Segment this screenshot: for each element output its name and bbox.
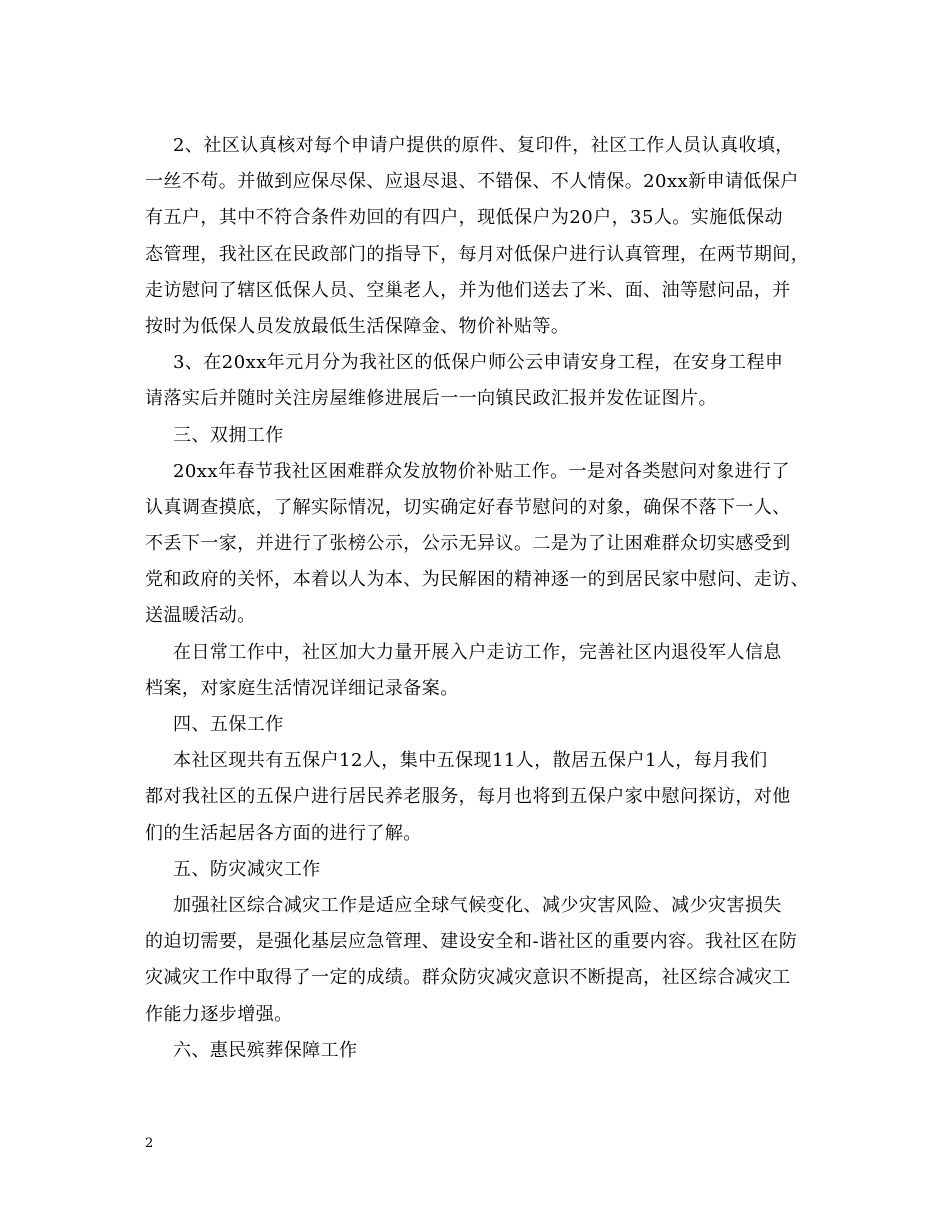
text-line: 送温暖活动。 <box>145 605 256 627</box>
text-line: 一丝不苟。并做到应保尽保、应退尽退、不错保、不人情保。20xx新申请低保户 <box>145 171 799 193</box>
text-line: 2、社区认真核对每个申请户提供的原件、复印件，社区工作人员认真收填， <box>173 135 794 156</box>
text-line: 六、惠民殡葬保障工作 <box>173 1039 358 1061</box>
text-line: 的迫切需要，是强化基层应急管理、建设安全和-谐社区的重要内容。我社区在防 <box>145 931 798 953</box>
text-line: 在日常工作中，社区加大力量开展入户走访工作，完善社区内退役军人信息 <box>173 641 782 663</box>
text-line: 态管理，我社区在民政部门的指导下，每月对低保户进行认真管理，在两节期间， <box>145 243 810 265</box>
text-line: 三、双拥工作 <box>173 424 284 446</box>
text-line: 3、在20xx年元月分为我社区的低保户师公云申请安身工程，在安身工程申 <box>173 352 784 374</box>
text-line: 有五户，其中不符合条件劝回的有四户，现低保户为20户，35人。实施低保动 <box>145 207 784 229</box>
page-number: 2 <box>145 1136 154 1151</box>
text-line: 不丢下一家，并进行了张榜公示，公示无异议。二是为了让困难群众切实感受到 <box>145 533 791 555</box>
text-line: 灾减灾工作中取得了一定的成绩。群众防灾减灾意识不断提高，社区综合减灾工 <box>145 967 791 989</box>
text-line: 五、防灾减灾工作 <box>173 858 321 880</box>
text-line: 本社区现共有五保户12人，集中五保现11人，散居五保户1人，每月我们 <box>173 750 768 772</box>
text-line: 走访慰问了辖区低保人员、空巢老人，并为他们送去了米、面、油等慰问品，并 <box>145 279 791 301</box>
text-line: 认真调查摸底，了解实际情况，切实确定好春节慰问的对象，确保不落下一人、 <box>145 496 791 518</box>
document-body <box>145 128 810 1069</box>
text-line: 请落实后并随时关注房屋维修进展后一一向镇民政汇报并发佐证图片。 <box>145 388 717 410</box>
text-line: 按时为低保人员发放最低生活保障金、物价补贴等。 <box>145 315 570 337</box>
text-line: 四、五保工作 <box>173 714 284 735</box>
text-line: 作能力逐步增强。 <box>145 1003 293 1025</box>
text-line: 20xx年春节我社区困难群众发放物价补贴工作。一是对各类慰问对象进行了 <box>173 460 790 482</box>
text-line: 党和政府的关怀，本着以人为本、为民解困的精神逐一的到居民家中慰问、走访、 <box>145 569 810 591</box>
text-line: 档案，对家庭生活情况详细记录备案。 <box>145 677 459 699</box>
text-line: 们的生活起居各方面的进行了解。 <box>145 822 422 844</box>
text-line: 都对我社区的五保户进行居民养老服务，每月也将到五保户家中慰问探访，对他 <box>145 786 791 808</box>
text-line: 加强社区综合减灾工作是适应全球气候变化、减少灾害风险、减少灾害损失 <box>173 894 782 916</box>
